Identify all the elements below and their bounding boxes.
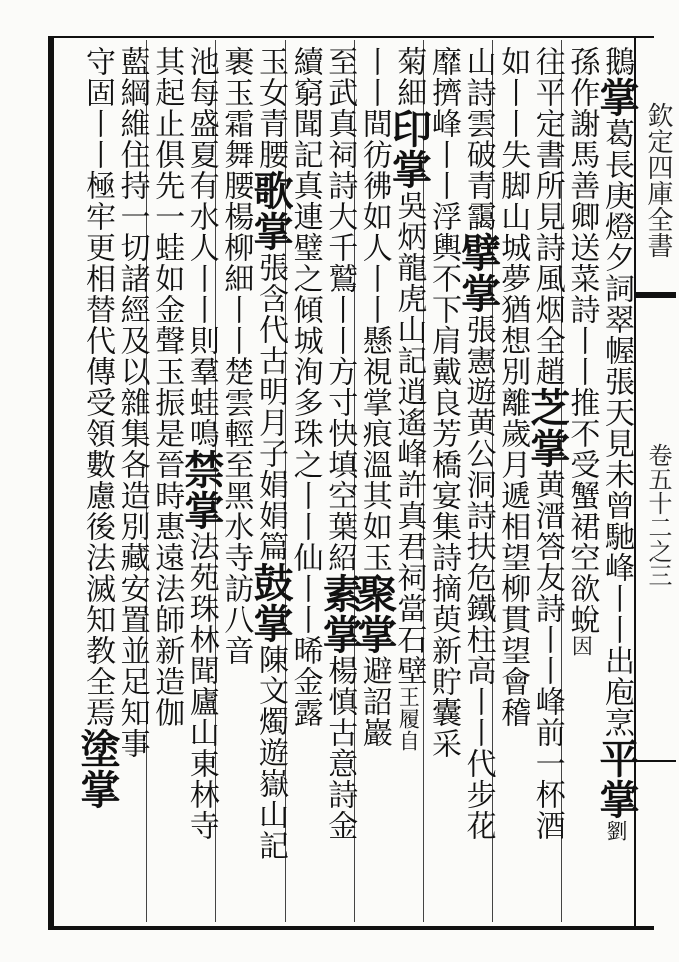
header-volume: 卷五十二之三 (644, 443, 672, 587)
text-column (316, 46, 364, 841)
body-text: 池每盛夏有水人丨丨則羣蛙鳴 (183, 46, 219, 449)
body-text: 孫作謝馬善卿送菜詩丨丨推不受蟹裙空欲蛻 (564, 46, 600, 635)
entry-heading: 聚掌 (350, 573, 398, 655)
body-text: 山詩雲破青靄 (460, 46, 496, 232)
text-column (563, 46, 599, 657)
text-column (114, 46, 150, 759)
body-text: 丨丨 (356, 46, 392, 108)
body-text: 張憲遊黄公洞詩扶危鐵柱高丨丨代步花 (460, 314, 496, 841)
body-text: 續窮聞記真連璧之傾城洵多珠之丨丨 (287, 46, 323, 542)
header-title: 欽定四庫全書 (643, 102, 673, 258)
entry-heading: 素掌 (316, 573, 364, 655)
entry-heading: 禁掌 (177, 449, 225, 531)
note-text: 王履自 (396, 686, 421, 752)
text-column (177, 46, 225, 841)
body-text: 輿不下肩戴良芳橋宴集詩摘萸新貯囊采 (426, 232, 461, 759)
text-column (454, 46, 502, 841)
entry-heading: 印掌 (385, 108, 433, 190)
entry-heading: 掌 (593, 77, 640, 118)
body-text: 至武真祠詩大千鷲丨丨方寸快填空葉紹 (322, 46, 358, 573)
text-column (593, 46, 640, 842)
body-text: 法苑珠林聞廬山東林寺 (183, 531, 219, 841)
body-text: 往平定書所見詩風烟全趙 (529, 46, 565, 387)
fold-divider (636, 760, 676, 762)
body-text: 靡擠峰丨丨浮 (426, 46, 461, 232)
body-text: 裹玉霜 (218, 46, 254, 139)
entry-heading: 擘掌 (454, 232, 502, 314)
body-text: 守固丨丨極牢更相替代傳受領數慮後法滅知教全焉 (80, 46, 115, 728)
body-text: 仙丨丨晞金露 (287, 542, 323, 728)
body-text: 陳文燭遊嶽山記 (253, 644, 288, 861)
body-text: 玉女青腰 (253, 46, 288, 170)
body-text: 葛長庚燈夕詞翠幄張天見未曾馳峰丨丨出庖烹 (599, 118, 634, 738)
body-text: 別離歲月遞相望柳貫望會稽 (495, 356, 531, 728)
fish-tail-mark (636, 292, 676, 298)
body-text: 間彷彿如人丨丨懸視掌痕溫其如玉 (356, 108, 392, 573)
body-text: 菊細 (391, 46, 427, 108)
body-text: 如丨丨失脚山城夢猶想 (495, 46, 531, 356)
text-column (217, 46, 253, 666)
body-text: 吳炳龍虎山記逍遙峰許真君祠當石壁 (391, 190, 427, 686)
body-text: 楊慎古意詩金 (322, 655, 358, 841)
entry-heading: 芝掌 (523, 387, 571, 469)
text-column (523, 46, 571, 841)
body-text: 舞腰楊柳細丨丨楚雲輕 (218, 139, 254, 449)
entry-heading: 鼓掌 (247, 562, 294, 644)
body-text: 鵝 (599, 46, 634, 77)
entry-heading: 塗掌 (74, 728, 121, 810)
body-text: 張含代古明月子娟娟篇 (253, 252, 288, 562)
note-text: 劉 (604, 820, 628, 842)
body-text: 是晉時惠遠法師新造伽 (149, 418, 185, 728)
body-text: 黄溍答友詩丨丨峰前一杯酒 (529, 469, 565, 841)
text-column (494, 46, 530, 728)
entry-heading: 歌掌 (247, 170, 294, 252)
body-text: 避詔巖 (356, 655, 392, 748)
body-text: 其起止俱先一蛙如金聲玉振 (149, 46, 185, 418)
note-text: 因 (569, 635, 594, 657)
body-text: 藍綱維住持一切諸經及以雜集各造別藏安置並足知事 (114, 46, 150, 759)
text-column (148, 46, 184, 728)
text-column (74, 46, 121, 810)
text-column (247, 46, 294, 861)
entry-heading: 平掌 (593, 738, 640, 820)
body-text: 至黑水寺訪八音 (218, 449, 254, 666)
